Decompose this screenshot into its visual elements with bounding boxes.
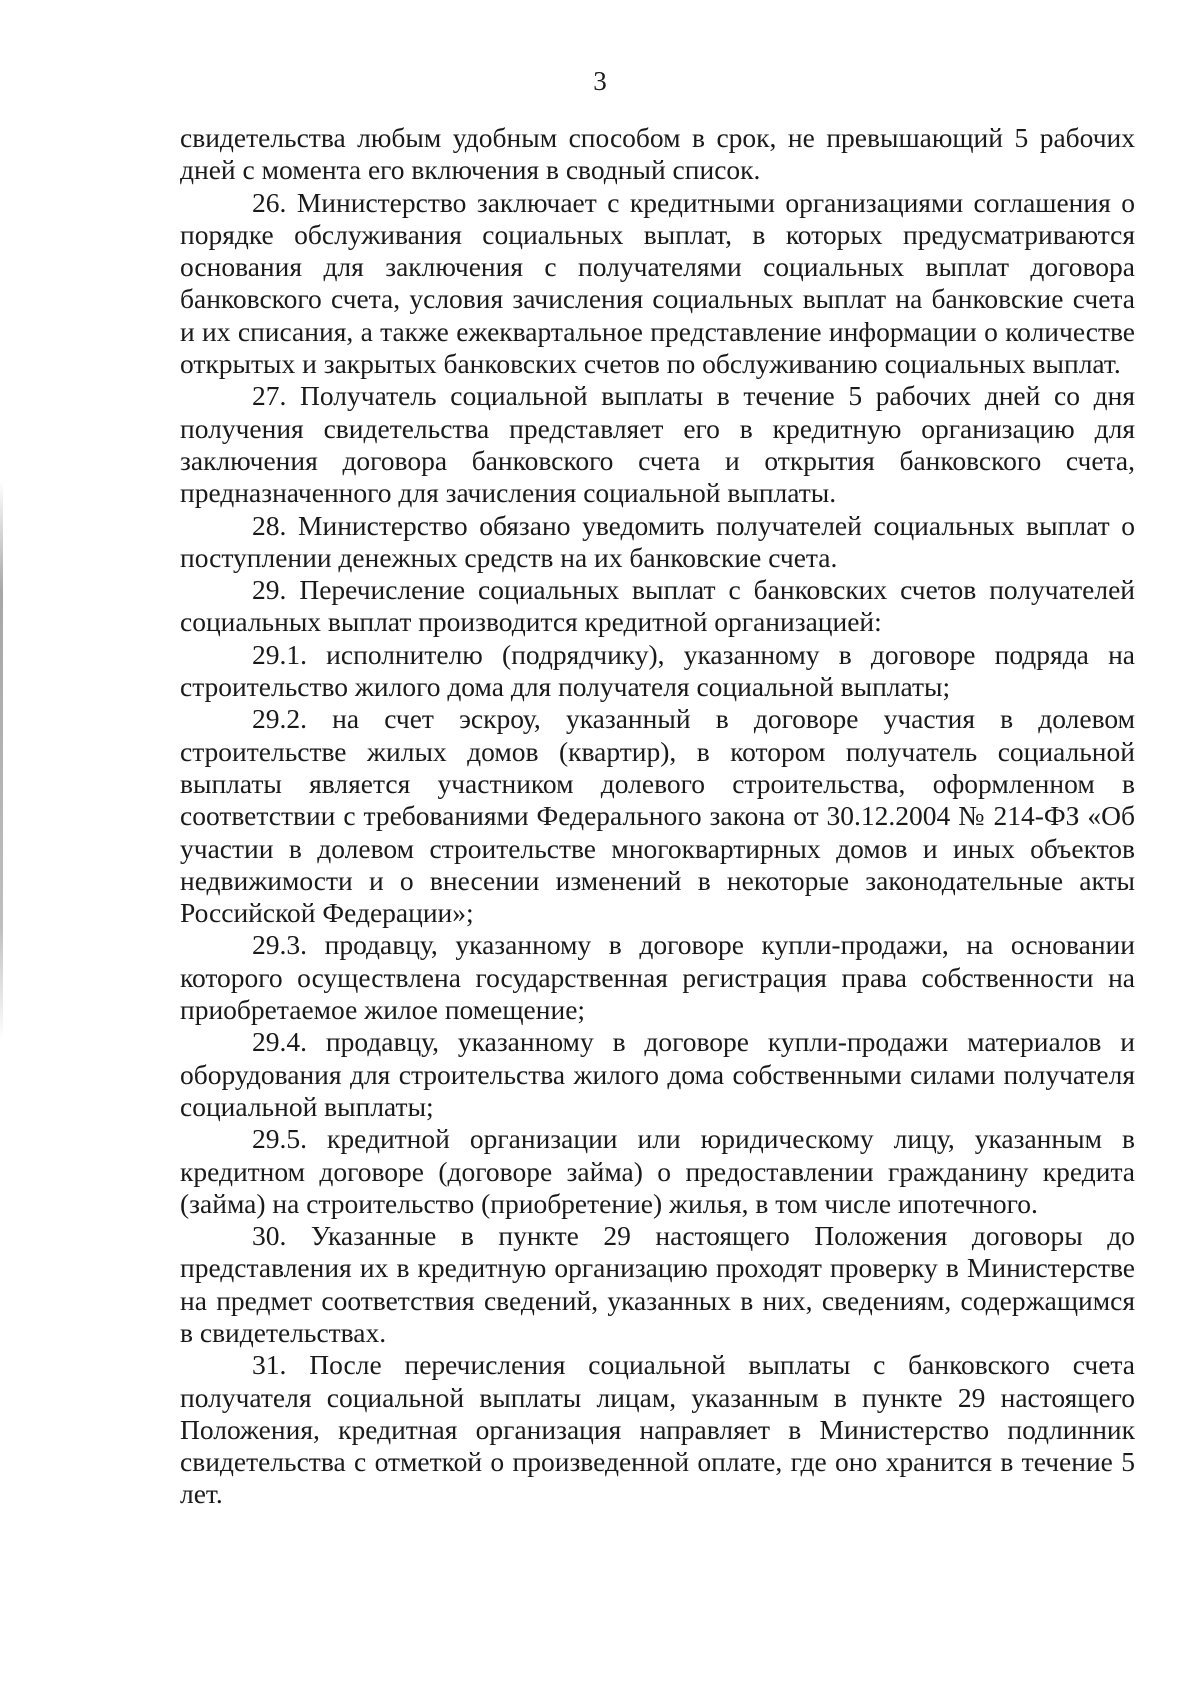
document-body bbox=[180, 122, 1135, 1511]
paragraph-27: 27. Получатель социальной выплаты в течение 5 рабочих дней со дня получения свидетельства представляет его в кредитную организацию для заключения договора банковского счета и открытия банковского счета, предназначенного для зачисления социальной выплаты. bbox=[180, 380, 1135, 509]
paragraph-29-3: 29.3. продавцу, указанному в договоре купли-продажи, на основании которого осуществлена государственная регистрация права собственности на приобретаемое жилое помещение; bbox=[180, 929, 1135, 1026]
paragraph-30: 30. Указанные в пункте 29 настоящего Положения договоры до представления их в кредитную организацию проходят проверку в Министерстве на предмет соответствия сведений, указанных в них, сведениям, содержащимся в свидетельствах. bbox=[180, 1220, 1135, 1348]
paragraph-29-1: 29.1. исполнителю (подрядчику), указанному в договоре подряда на строительство жилого дома для получателя социальной выплаты; bbox=[180, 638, 1135, 703]
paragraph-28: 28. Министерство обязано уведомить получателей социальных выплат о поступлении денежных средств на их банковские счета. bbox=[180, 509, 1135, 573]
scan-edge-artifact bbox=[0, 480, 3, 1040]
paragraph-29: 29. Перечисление социальных выплат с банковских счетов получателей социальных выплат производится кредитной организацией: bbox=[180, 574, 1135, 638]
paragraph-continuation: свидетельства любым удобным способом в срок, не превышающий 5 рабочих дней с момента его включения в сводный список. bbox=[180, 122, 1135, 186]
paragraph-31: 31. После перечисления социальной выплаты с банковского счета получателя социальной выплаты лицам, указанным в пункте 29 настоящего Положения, кредитная организация направляет в Министерство подлинник свидетельства с отметкой о произведенной оплате, где оно хранится в течение 5 лет. bbox=[180, 1349, 1135, 1510]
paragraph-29-2: 29.2. на счет эскроу, указанный в договоре участия в долевом строительстве жилых домов (квартир), в котором получатель социальной выплаты является участником долевого строительства, оформленном в соответствии с требованиями Федерального закона от 30.12.2004 № 214-ФЗ «Об участии в долевом строительстве многоквартирных домов и иных объектов недвижимости и о внесении изменений в некоторые законодательные акты Российской Федерации»; bbox=[180, 703, 1135, 929]
page-number: 3 bbox=[593, 66, 607, 96]
paragraph-29-4: 29.4. продавцу, указанному в договоре купли-продажи материалов и оборудования для строительства жилого дома собственными силами получателя социальной выплаты; bbox=[180, 1026, 1135, 1122]
paragraph-29-5: 29.5. кредитной организации или юридическому лицу, указанным в кредитном договоре (договоре займа) о предоставлении гражданину кредита (займа) на строительство (приобретение) жилья, в том числе ипотечного. bbox=[180, 1123, 1135, 1219]
paragraph-26: 26. Министерство заключает с кредитными организациями соглашения о порядке обслуживания социальных выплат, в которых предусматриваются основания для заключения с получателями социальных выплат договора банковского счета, условия зачисления социальных выплат на банковские счета и их списания, а также ежеквартальное представление информации о количестве открытых и закрытых банковских счетов по обслуживанию социальных выплат. bbox=[180, 186, 1135, 380]
